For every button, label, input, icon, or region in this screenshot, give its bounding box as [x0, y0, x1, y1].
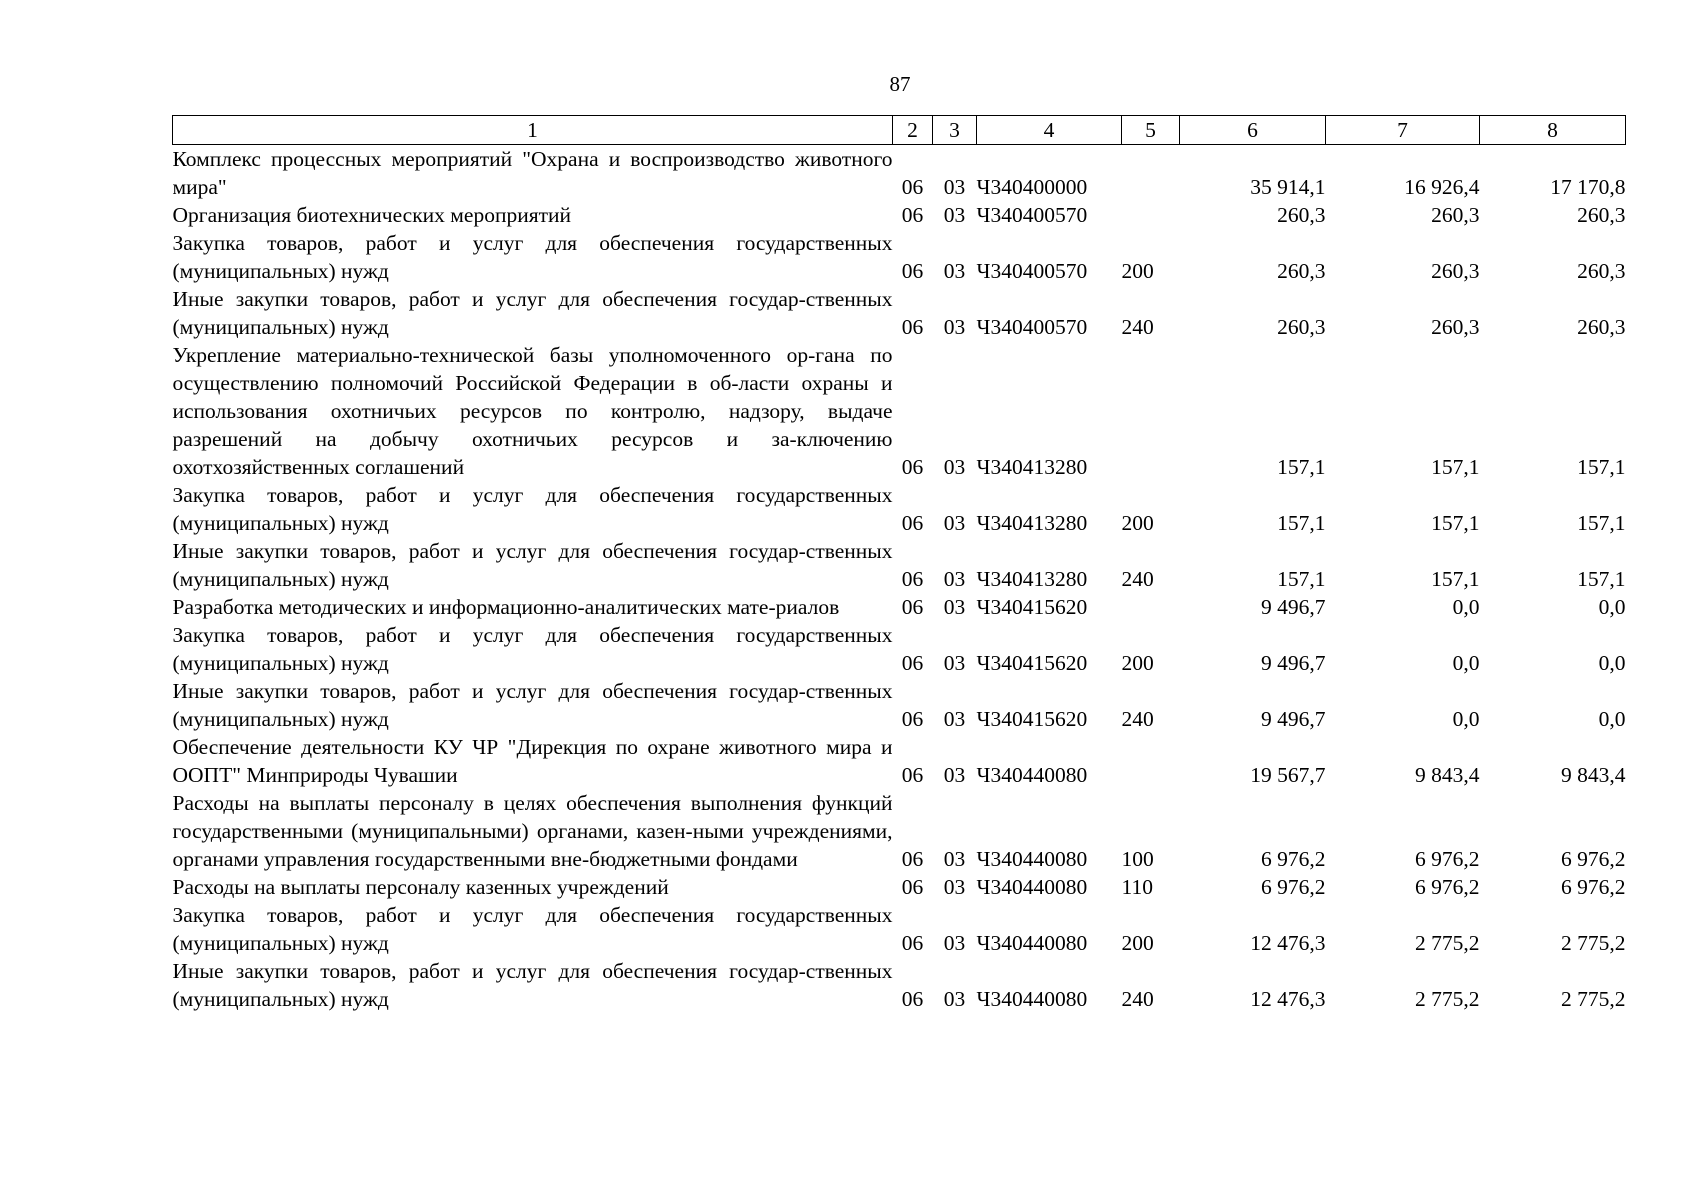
row-target-article-code: Ч340413280 — [976, 455, 1088, 479]
page-number: 87 — [889, 72, 911, 96]
table-row — [173, 677, 1626, 733]
row-expense-type-code: 200 — [1121, 511, 1154, 535]
row-amount-col7: 6 976,2 — [1415, 875, 1480, 899]
row-amount-col8: 9 843,4 — [1561, 763, 1626, 787]
row-amount-col6: 157,1 — [1277, 567, 1326, 591]
row-target-article-code: Ч340413280 — [976, 511, 1088, 535]
row-amount-col7: 2 775,2 — [1415, 987, 1480, 1011]
row-amount-col8: 157,1 — [1577, 511, 1626, 535]
row-expense-type-code: 100 — [1121, 847, 1154, 871]
row-amount-col8: 2 775,2 — [1561, 931, 1626, 955]
row-amount-col7: 0,0 — [1452, 595, 1480, 619]
row-section-code: 06 — [901, 567, 924, 591]
row-amount-col7: 157,1 — [1431, 567, 1480, 591]
row-target-article-code: Ч340413280 — [976, 567, 1088, 591]
row-target-article-code: Ч340415620 — [976, 707, 1088, 731]
row-expense-type-code: 200 — [1121, 651, 1154, 675]
row-amount-col8: 157,1 — [1577, 455, 1626, 479]
row-amount-col7: 260,3 — [1431, 259, 1480, 283]
row-section-code: 06 — [901, 847, 924, 871]
table-row — [173, 201, 1626, 229]
row-amount-col6: 6 976,2 — [1261, 875, 1326, 899]
row-name: Комплекс процессных мероприятий "Охрана и воспроизводство животного мира" — [172, 147, 893, 199]
row-expense-type-code: 240 — [1121, 707, 1154, 731]
row-name: Укрепление материально-технической базы уполномоченного ор-гана по осуществлению полномочий Российской Федерации в об-ласти охраны и использования охотничьих ресурсов по контролю, надзору, выдаче разрешений на добычу охотничьих ресурсов и за-ключению охотхозяйственных соглашений — [172, 343, 893, 479]
row-amount-col6: 260,3 — [1277, 203, 1326, 227]
row-name: Закупка товаров, работ и услуг для обеспечения государственных (муниципальных) нужд — [172, 483, 893, 535]
row-amount-col8: 0,0 — [1598, 707, 1626, 731]
row-name: Иные закупки товаров, работ и услуг для обеспечения государ-ственных (муниципальных) нужд — [172, 287, 893, 339]
row-expense-type-code: 240 — [1121, 567, 1154, 591]
column-header: 8 — [1480, 116, 1626, 145]
row-name: Закупка товаров, работ и услуг для обеспечения государственных (муниципальных) нужд — [172, 623, 893, 675]
table-row — [173, 481, 1626, 537]
row-subsection-code: 03 — [943, 567, 966, 591]
row-amount-col6: 157,1 — [1277, 511, 1326, 535]
row-subsection-code: 03 — [943, 651, 966, 675]
row-name: Организация биотехнических мероприятий — [172, 203, 572, 227]
row-target-article-code: Ч340440080 — [976, 931, 1088, 955]
row-subsection-code: 03 — [943, 987, 966, 1011]
row-amount-col6: 12 476,3 — [1250, 987, 1326, 1011]
column-header: 4 — [977, 116, 1122, 145]
row-amount-col7: 16 926,4 — [1404, 175, 1480, 199]
row-target-article-code: Ч340400000 — [976, 175, 1088, 199]
row-amount-col6: 260,3 — [1277, 315, 1326, 339]
table-row — [173, 621, 1626, 677]
row-section-code: 06 — [901, 987, 924, 1011]
table-row — [173, 873, 1626, 901]
table-row — [173, 957, 1626, 1013]
row-amount-col6: 19 567,7 — [1250, 763, 1326, 787]
row-subsection-code: 03 — [943, 315, 966, 339]
row-section-code: 06 — [901, 931, 924, 955]
row-target-article-code: Ч340400570 — [976, 203, 1088, 227]
row-subsection-code: 03 — [943, 931, 966, 955]
row-name: Закупка товаров, работ и услуг для обеспечения государственных (муниципальных) нужд — [172, 231, 893, 283]
row-target-article-code: Ч340440080 — [976, 847, 1088, 871]
row-name: Иные закупки товаров, работ и услуг для обеспечения государ-ственных (муниципальных) нужд — [172, 679, 893, 731]
row-amount-col8: 260,3 — [1577, 315, 1626, 339]
column-header: 5 — [1122, 116, 1180, 145]
row-name: Разработка методических и информационно-аналитических мате-риалов — [172, 595, 840, 619]
row-target-article-code: Ч340415620 — [976, 595, 1088, 619]
row-section-code: 06 — [901, 455, 924, 479]
row-amount-col7: 6 976,2 — [1415, 847, 1480, 871]
row-subsection-code: 03 — [943, 707, 966, 731]
row-expense-type-code: 200 — [1121, 931, 1154, 955]
column-header: 6 — [1180, 116, 1326, 145]
row-target-article-code: Ч340440080 — [976, 987, 1088, 1011]
row-amount-col6: 9 496,7 — [1261, 595, 1326, 619]
row-name: Обеспечение деятельности КУ ЧР "Дирекция по охране животного мира и ООПТ" Минприроды Чувашии — [172, 735, 893, 787]
table-row — [173, 733, 1626, 789]
row-subsection-code: 03 — [943, 875, 966, 899]
row-amount-col7: 157,1 — [1431, 511, 1480, 535]
row-amount-col6: 6 976,2 — [1261, 847, 1326, 871]
row-amount-col8: 260,3 — [1577, 203, 1626, 227]
row-amount-col7: 0,0 — [1452, 651, 1480, 675]
row-amount-col8: 2 775,2 — [1561, 987, 1626, 1011]
table-row — [173, 341, 1626, 481]
row-subsection-code: 03 — [943, 847, 966, 871]
budget-table — [172, 115, 1626, 1013]
row-amount-col7: 2 775,2 — [1415, 931, 1480, 955]
row-expense-type-code: 200 — [1121, 259, 1154, 283]
row-amount-col8: 260,3 — [1577, 259, 1626, 283]
row-expense-type-code — [1122, 145, 1180, 202]
row-amount-col7: 9 843,4 — [1415, 763, 1480, 787]
row-section-code: 06 — [901, 315, 924, 339]
row-expense-type-code: 110 — [1121, 875, 1153, 899]
row-target-article-code: Ч340440080 — [976, 875, 1088, 899]
row-section-code: 06 — [901, 175, 924, 199]
row-amount-col8: 157,1 — [1577, 567, 1626, 591]
row-amount-col6: 9 496,7 — [1261, 707, 1326, 731]
row-name: Расходы на выплаты персоналу в целях обеспечения выполнения функций государственными (муниципальными) органами, казен-ными учреждениями, органами управления государственными вне-бюджетными фондами — [172, 791, 893, 871]
row-target-article-code: Ч340400570 — [976, 315, 1088, 339]
row-amount-col6: 260,3 — [1277, 259, 1326, 283]
row-expense-type-code — [1122, 201, 1180, 229]
row-section-code: 06 — [901, 875, 924, 899]
row-name: Расходы на выплаты персоналу казенных учреждений — [172, 875, 669, 899]
row-amount-col7: 260,3 — [1431, 315, 1480, 339]
row-subsection-code: 03 — [943, 259, 966, 283]
row-amount-col6: 9 496,7 — [1261, 651, 1326, 675]
row-expense-type-code — [1122, 733, 1180, 789]
table-row — [173, 789, 1626, 873]
row-section-code: 06 — [901, 259, 924, 283]
row-expense-type-code: 240 — [1121, 315, 1154, 339]
row-subsection-code: 03 — [943, 175, 966, 199]
row-subsection-code: 03 — [943, 763, 966, 787]
table-row — [173, 145, 1626, 202]
row-subsection-code: 03 — [943, 455, 966, 479]
table-row — [173, 229, 1626, 285]
row-subsection-code: 03 — [943, 595, 966, 619]
column-number-header-row — [173, 116, 1626, 145]
column-header: 2 — [893, 116, 933, 145]
row-section-code: 06 — [901, 203, 924, 227]
row-name: Иные закупки товаров, работ и услуг для обеспечения государ-ственных (муниципальных) нужд — [172, 959, 893, 1011]
row-subsection-code: 03 — [943, 511, 966, 535]
row-amount-col8: 0,0 — [1598, 595, 1626, 619]
row-amount-col6: 35 914,1 — [1250, 175, 1326, 199]
row-target-article-code: Ч340400570 — [976, 259, 1088, 283]
row-amount-col8: 6 976,2 — [1561, 875, 1626, 899]
row-target-article-code: Ч340440080 — [976, 763, 1088, 787]
row-amount-col6: 12 476,3 — [1250, 931, 1326, 955]
row-expense-type-code — [1122, 593, 1180, 621]
row-amount-col8: 6 976,2 — [1561, 847, 1626, 871]
table-row — [173, 537, 1626, 593]
row-amount-col7: 0,0 — [1452, 707, 1480, 731]
table-row — [173, 285, 1626, 341]
column-header: 7 — [1326, 116, 1480, 145]
column-header: 3 — [933, 116, 977, 145]
row-name: Иные закупки товаров, работ и услуг для обеспечения государ-ственных (муниципальных) нужд — [172, 539, 893, 591]
row-amount-col6: 157,1 — [1277, 455, 1326, 479]
row-section-code: 06 — [901, 511, 924, 535]
row-section-code: 06 — [901, 651, 924, 675]
row-amount-col8: 0,0 — [1598, 651, 1626, 675]
row-section-code: 06 — [901, 595, 924, 619]
row-expense-type-code — [1122, 341, 1180, 481]
column-header: 1 — [173, 116, 893, 145]
row-section-code: 06 — [901, 763, 924, 787]
table-row — [173, 593, 1626, 621]
row-subsection-code: 03 — [943, 203, 966, 227]
row-amount-col8: 17 170,8 — [1550, 175, 1626, 199]
row-amount-col7: 260,3 — [1431, 203, 1480, 227]
row-section-code: 06 — [901, 707, 924, 731]
row-target-article-code: Ч340415620 — [976, 651, 1088, 675]
table-body — [173, 145, 1626, 1014]
row-name: Закупка товаров, работ и услуг для обеспечения государственных (муниципальных) нужд — [172, 903, 893, 955]
table-row — [173, 901, 1626, 957]
row-expense-type-code: 240 — [1121, 987, 1154, 1011]
row-amount-col7: 157,1 — [1431, 455, 1480, 479]
